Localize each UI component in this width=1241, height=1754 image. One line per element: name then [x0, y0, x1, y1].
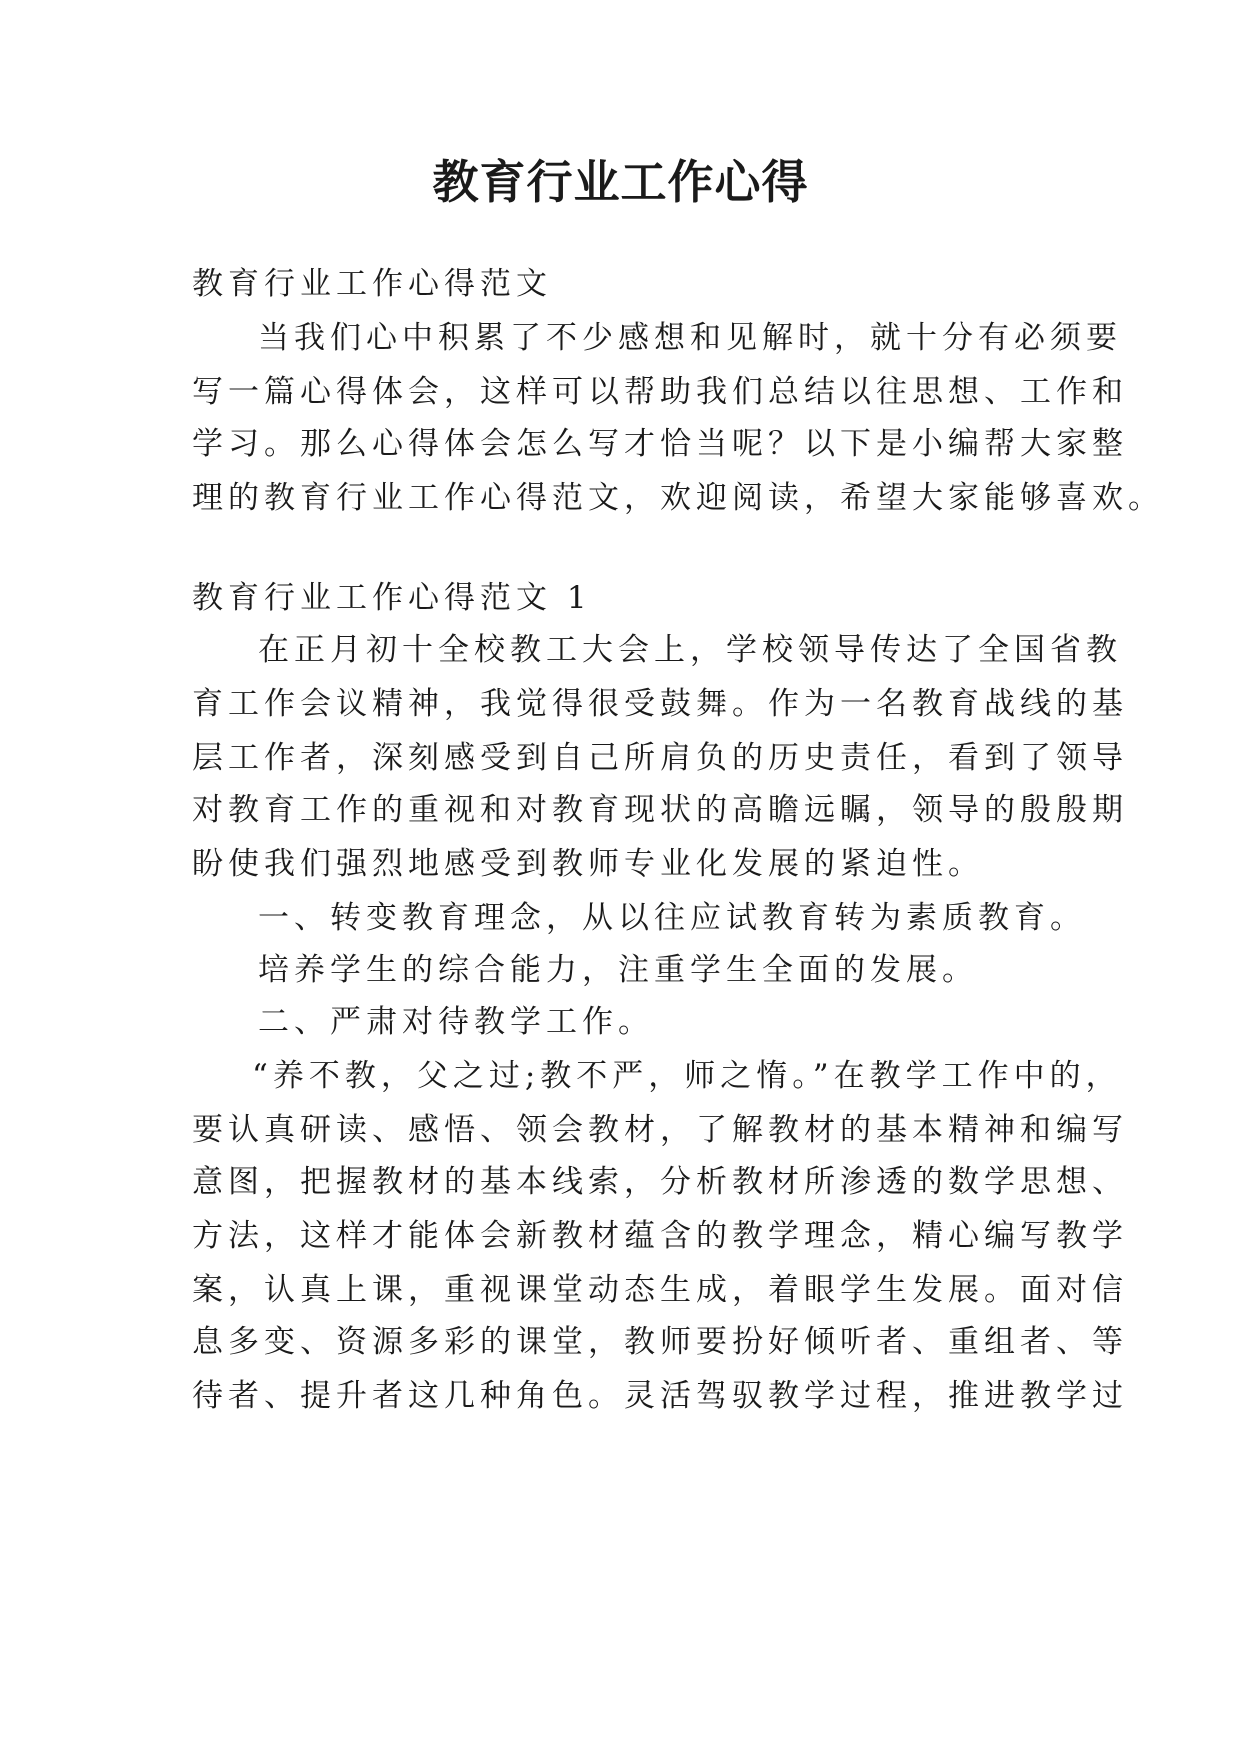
point-1-detail: 培养学生的综合能力，注重学生全面的发展。 — [258, 952, 978, 988]
section1-para2-line-7: 待者、提升者这几种角色。灵活驾驭教学过程，推进教学过 — [192, 1378, 1128, 1414]
section1-para2-line-4: 方法，这样才能体会新教材蕴含的教学理念，精心编写教学 — [192, 1218, 1128, 1254]
section1-para1-line-4: 对教育工作的重视和对教育现状的高瞻远瞩，领导的殷殷期 — [192, 792, 1128, 828]
intro-line-3: 学习。那么心得体会怎么写才恰当呢？以下是小编帮大家整 — [192, 426, 1128, 462]
section1-para2-line-1: “养不教，父之过;教不严，师之惰。”在教学工作中的， — [252, 1058, 1122, 1094]
section1-para2-line-5: 案，认真上课，重视课堂动态生成，着眼学生发展。面对信 — [192, 1272, 1128, 1308]
intro-line-1: 当我们心中积累了不少感想和见解时，就十分有必须要 — [258, 320, 1122, 356]
point-2: 二、严肃对待教学工作。 — [258, 1004, 654, 1040]
intro-heading: 教育行业工作心得范文 — [192, 266, 552, 302]
section1-para2-line-6: 息多变、资源多彩的课堂，教师要扮好倾听者、重组者、等 — [192, 1324, 1128, 1360]
intro-line-4: 理的教育行业工作心得范文，欢迎阅读，希望大家能够喜欢。 — [192, 480, 1164, 516]
section1-para2-line-2: 要认真研读、感悟、领会教材，了解教材的基本精神和编写 — [192, 1112, 1128, 1148]
section1-para1-line-3: 层工作者，深刻感受到自己所肩负的历史责任，看到了领导 — [192, 740, 1128, 776]
section1-para1-line-5: 盼使我们强烈地感受到教师专业化发展的紧迫性。 — [192, 846, 984, 882]
section1-para1-line-1: 在正月初十全校教工大会上，学校领导传达了全国省教 — [258, 632, 1122, 668]
document-title: 教育行业工作心得 — [432, 155, 809, 209]
point-1: 一、转变教育理念，从以往应试教育转为素质教育。 — [258, 900, 1086, 936]
section1-heading: 教育行业工作心得范文 1 — [192, 580, 592, 616]
section1-para2-line-3: 意图，把握教材的基本线索，分析教材所渗透的数学思想、 — [192, 1164, 1128, 1200]
intro-line-2: 写一篇心得体会，这样可以帮助我们总结以往思想、工作和 — [192, 374, 1128, 410]
section1-para1-line-2: 育工作会议精神，我觉得很受鼓舞。作为一名教育战线的基 — [192, 686, 1128, 722]
